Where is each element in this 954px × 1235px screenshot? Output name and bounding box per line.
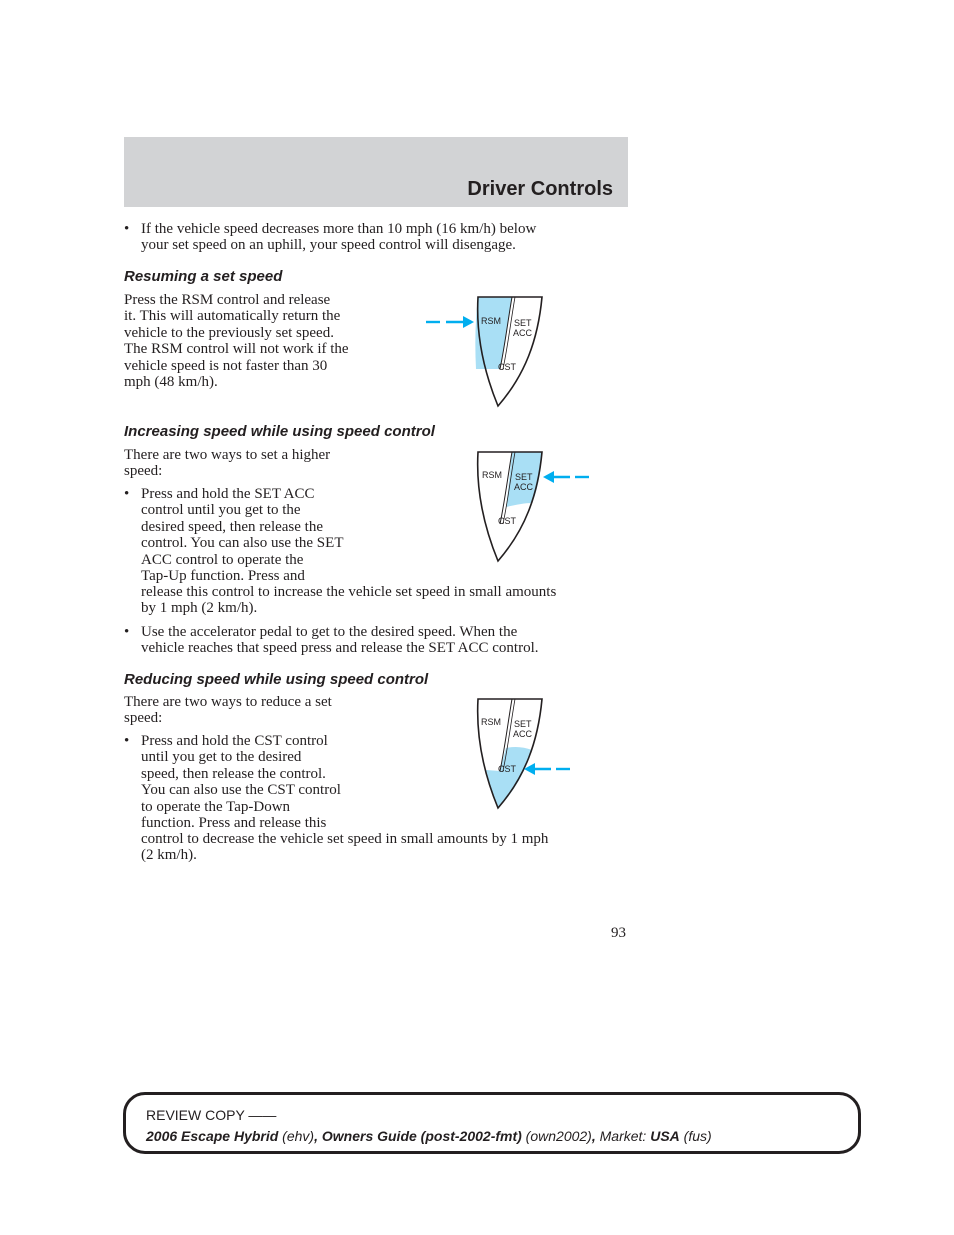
bullet-marker: • [124,624,130,640]
bullet-marker: • [124,221,130,237]
footer-vehicle-code: (ehv) [278,1128,315,1144]
footer-line2 [146,1128,712,1144]
cst-label: CST [498,764,516,774]
cst-label: CST [498,516,516,526]
header-band [124,137,628,207]
reduce-bullet1-wide: control to decrease the vehicle set speed in small amounts by 1 mph (2 km/h). [141,831,549,864]
footer-guide-code: (own2002) [521,1128,592,1144]
intro-bullet-text: If the vehicle speed decreases more than 10 mph (16 km/h) below your set speed on an uphill, your speed control will disengage. [141,221,537,254]
cst-highlight [486,747,532,808]
set-label: SET [514,719,532,729]
set-label: SET [515,472,533,482]
rsm-label: RSM [481,717,501,727]
review-copy-footer [123,1092,861,1154]
footer-sep: , [314,1128,322,1144]
cst-control-diagram [420,692,600,812]
increase-bullet1-wide: release this control to increase the vehicle set speed in small amounts by 1 mph (2 km/h). [141,584,557,617]
increase-bullet1-narrow: Press and hold the SET ACC control until you get to the desired speed, then release the control. You can also use the SET ACC control to operate the Tap-Up function. Press and [141,486,344,585]
footer-market: USA [650,1128,680,1144]
reduce-intro: There are two ways to reduce a set speed: [124,694,332,727]
bullet-marker: • [124,486,130,502]
page-title: Driver Controls [467,178,613,200]
reduce-bullet1-narrow: Press and hold the CST control until you get to the desired speed, then release the control. You can also use the CST control to operate the Tap-Down function. Press and release this [141,733,341,832]
cst-label: CST [498,362,516,372]
set-acc-control-diagram [420,445,600,565]
resume-body: Press the RSM control and release it. This will automatically return the vehicle to the previously set speed. The RSM control will not work if the vehicle speed is not faster than 30 mph (48 km/h). [124,292,349,391]
footer-line1: REVIEW COPY —— [146,1107,277,1123]
heading-increase: Increasing speed while using speed control [124,423,435,440]
footer-vehicle: 2006 Escape Hybrid [146,1128,279,1144]
heading-resume: Resuming a set speed [124,268,283,285]
footer-market-code: (fus) [679,1128,712,1144]
increase-bullet2: Use the accelerator pedal to get to the desired speed. When the vehicle reaches that speed press and release the SET ACC control. [141,624,539,657]
footer-guide: Owners Guide (post-2002-fmt) [321,1128,522,1144]
acc-label: ACC [513,328,533,338]
rsm-control-diagram [420,290,550,410]
footer-sep: , [591,1128,600,1144]
increase-intro: There are two ways to set a higher speed: [124,447,331,480]
acc-label: ACC [513,729,533,739]
footer-market-label: Market: [599,1128,651,1144]
acc-label: ACC [514,482,534,492]
set-label: SET [514,318,532,328]
rsm-label: RSM [482,470,502,480]
bullet-marker: • [124,733,130,749]
heading-reduce: Reducing speed while using speed control [124,671,429,688]
arrow-head [463,316,474,328]
rsm-label: RSM [481,316,501,326]
page-number: 93 [611,925,626,941]
